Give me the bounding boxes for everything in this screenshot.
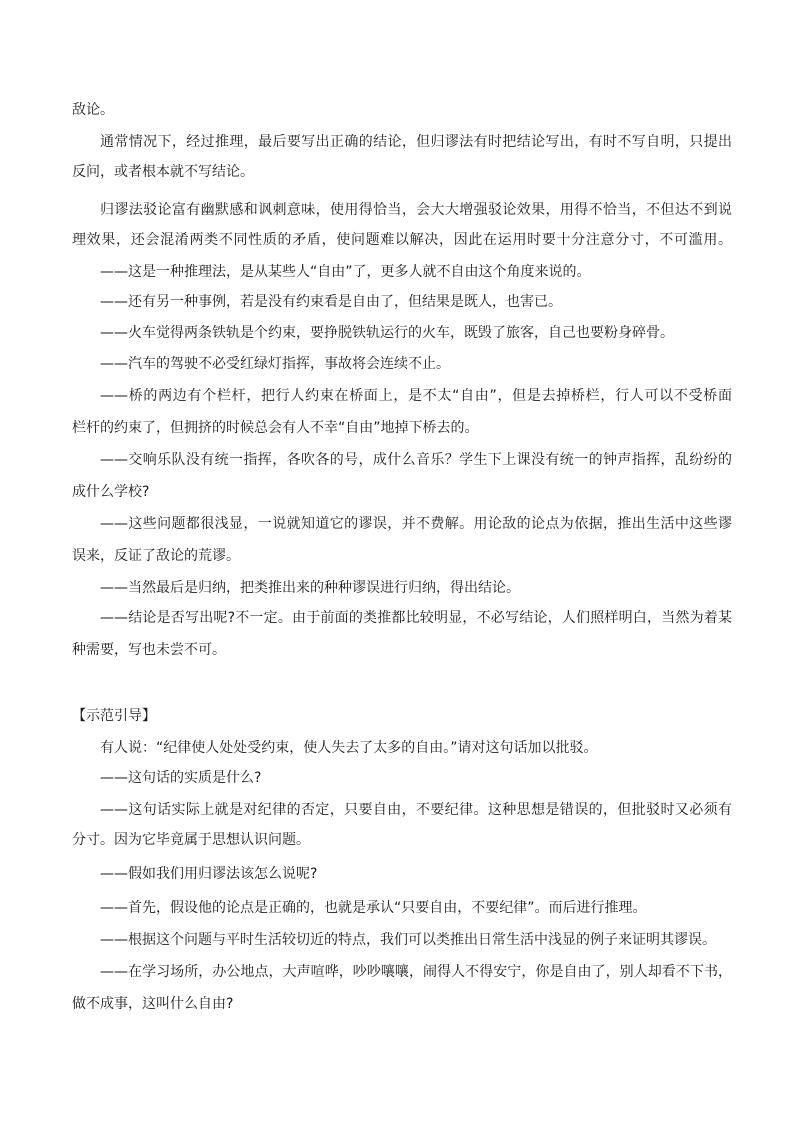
paragraph-line: 栏杆的约束了，但拥挤的时候总会有人不幸“自由”地掉下桥去的。 — [72, 420, 479, 436]
paragraph-line: ——这句话实际上就是对纪律的否定，只要自由，不要纪律。这种思想是错误的，但批驳时又必须有 — [100, 802, 732, 818]
paragraph-line: 反问，或者根本就不写结论。 — [72, 164, 254, 180]
paragraph-line: 理效果，还会混淆两类不同性质的矛盾，使问题难以解决，因此在运用时要十分注意分寸，不可滥用。 — [72, 232, 732, 248]
paragraph-line: ——根据这个问题与平时生活较切近的特点，我们可以类推出日常生活中浅显的例子来证明其谬误。 — [100, 932, 716, 948]
paragraph-line: 种需要，写也未尝不可。 — [72, 642, 226, 658]
paragraph-line: ——交响乐队没有统一指挥，各吹各的号，成什么音乐？学生下上课没有统一的钟声指挥，乱纷纷的 — [100, 452, 732, 468]
paragraph-line: 通常情况下，经过推理，最后要写出正确的结论，但归谬法有时把结论写出，有时不写自明，只提出 — [100, 134, 732, 150]
paragraph-line: ——这是一种推理法，是从某些人“自由”了，更多人就不自由这个角度来说的。 — [100, 264, 591, 280]
paragraph-line: ——结论是否写出呢?不一定。由于前面的类推都比较明显，不必写结论，人们照样明白，当然为着某 — [100, 610, 732, 626]
paragraph-line: ——在学习场所，办公地点，大声喧哗，吵吵嚷嚷，闹得人不得安宁，你是自由了，别人却看不下书， — [100, 964, 732, 980]
paragraph-line: 敌论。 — [72, 102, 114, 118]
paragraph-line: ——首先，假设他的论点是正确的，也就是承认“只要自由，不要纪律”。而后进行推理。 — [100, 900, 647, 916]
paragraph-line: ——假如我们用归谬法该怎么说呢? — [100, 866, 318, 882]
paragraph-line: 分寸。因为它毕竟属于思想认识问题。 — [72, 832, 310, 848]
paragraph-line: ——这句话的实质是什么? — [100, 770, 262, 786]
paragraph-line: ——汽车的驾驶不必受红绿灯指挥，事故将会连续不止。 — [100, 356, 450, 372]
paragraph-line: ——这些问题都很浅显，一说就知道它的谬误，并不费解。用论敌的论点为依据，推出生活中这些谬 — [100, 516, 732, 532]
paragraph-line: 成什么学校? — [72, 484, 150, 500]
paragraph-line: 归谬法驳论富有幽默感和讽刺意味，使用得恰当，会大大增强驳论效果，用得不恰当，不但达不到说 — [100, 202, 732, 218]
paragraph-line: ——火车觉得两条铁轨是个约束，要挣脱铁轨运行的火车，既毁了旅客，自己也要粉身碎骨。 — [100, 325, 674, 341]
paragraph-line: 误来，反证了敌论的荒谬。 — [72, 548, 240, 564]
paragraph-line: 做不成事，这叫什么自由? — [72, 996, 234, 1012]
section-heading: 【示范引导】 — [72, 708, 156, 724]
paragraph-line: 有人说：“纪律使人处处受约束，使人失去了太多的自由。”请对这句话加以批驳。 — [100, 740, 598, 756]
paragraph-line: ——还有另一种事例，若是没有约束看是自由了，但结果是既人，也害已。 — [100, 294, 562, 310]
paragraph-line: ——当然最后是归纳，把类推出来的种种谬误进行归纳，得出结论。 — [100, 580, 520, 596]
paragraph-line: ——桥的两边有个栏杆，把行人约束在桥面上，是不太“自由”，但是去掉桥栏，行人可以不受桥面 — [100, 388, 732, 404]
